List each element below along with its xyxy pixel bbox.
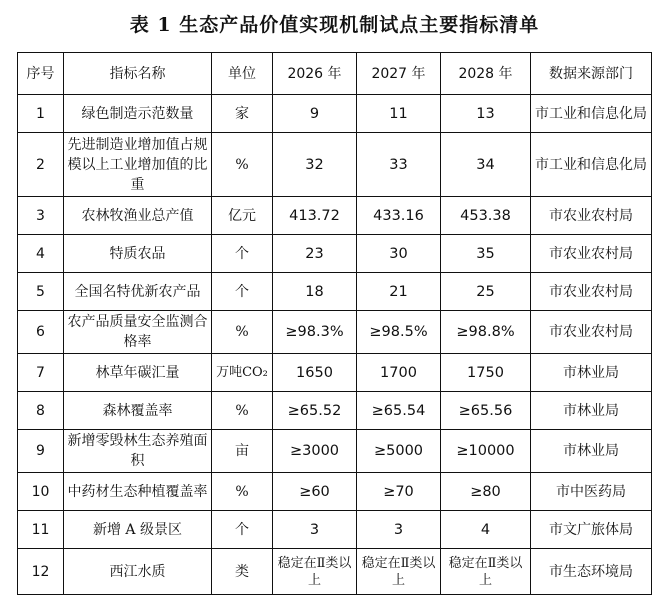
header-cell-2028: 2028 年: [441, 53, 531, 95]
unit-cell: 家: [212, 95, 273, 133]
indicator-name-cell: 新增零毁林生态养殖面积: [64, 430, 212, 473]
row-number-cell: 1: [18, 95, 64, 133]
indicator-name-cell: 先进制造业增加值占规模以上工业增加值的比重: [64, 133, 212, 197]
source-department-cell: 市林业局: [531, 392, 652, 430]
value-2026-cell: 1650: [273, 354, 357, 392]
unit-cell: 个: [212, 273, 273, 311]
header-cell-source: 数据来源部门: [531, 53, 652, 95]
value-2028-cell: 34: [441, 133, 531, 197]
value-2027-cell: ≥65.54: [357, 392, 441, 430]
value-2026-cell: 3: [273, 511, 357, 549]
value-2027-cell: 21: [357, 273, 441, 311]
value-2026-cell: 9: [273, 95, 357, 133]
value-2028-cell: ≥10000: [441, 430, 531, 473]
value-2027-cell: ≥70: [357, 473, 441, 511]
indicator-name-cell: 特质农品: [64, 235, 212, 273]
value-2028-cell: ≥65.56: [441, 392, 531, 430]
source-department-cell: 市工业和信息化局: [531, 133, 652, 197]
indicator-name-cell: 新增 A 级景区: [64, 511, 212, 549]
value-2028-cell: 4: [441, 511, 531, 549]
unit-cell: 类: [212, 549, 273, 595]
header-cell-2027: 2027 年: [357, 53, 441, 95]
header-cell-unit: 单位: [212, 53, 273, 95]
row-number-cell: 11: [18, 511, 64, 549]
value-2027-cell: 3: [357, 511, 441, 549]
value-2027-cell: 稳定在Ⅱ类以上: [357, 549, 441, 595]
header-row: [18, 53, 652, 95]
table-row: [18, 473, 652, 511]
value-2027-cell: 433.16: [357, 197, 441, 235]
value-2026-cell: 32: [273, 133, 357, 197]
value-2026-cell: ≥60: [273, 473, 357, 511]
source-department-cell: 市农业农村局: [531, 273, 652, 311]
value-2027-cell: 33: [357, 133, 441, 197]
row-number-cell: 2: [18, 133, 64, 197]
indicator-name-cell: 绿色制造示范数量: [64, 95, 212, 133]
table-row: [18, 133, 652, 197]
value-2028-cell: 13: [441, 95, 531, 133]
value-2027-cell: 30: [357, 235, 441, 273]
value-2028-cell: ≥98.8%: [441, 311, 531, 354]
value-2026-cell: 18: [273, 273, 357, 311]
source-department-cell: 市文广旅体局: [531, 511, 652, 549]
table-row: [18, 430, 652, 473]
unit-cell: 个: [212, 235, 273, 273]
value-2026-cell: 23: [273, 235, 357, 273]
header-cell-no: 序号: [18, 53, 64, 95]
row-number-cell: 4: [18, 235, 64, 273]
unit-cell: %: [212, 133, 273, 197]
row-number-cell: 12: [18, 549, 64, 595]
unit-cell: 亩: [212, 430, 273, 473]
value-2027-cell: 1700: [357, 354, 441, 392]
table-row: [18, 354, 652, 392]
indicator-name-cell: 林草年碳汇量: [64, 354, 212, 392]
row-number-cell: 3: [18, 197, 64, 235]
row-number-cell: 10: [18, 473, 64, 511]
table-title: 表 1 生态产品价值实现机制试点主要指标清单: [129, 14, 540, 36]
value-2028-cell: 1750: [441, 354, 531, 392]
indicator-name-cell: 中药材生态种植覆盖率: [64, 473, 212, 511]
unit-cell: %: [212, 392, 273, 430]
indicator-name-cell: 全国名特优新农产品: [64, 273, 212, 311]
source-department-cell: 市林业局: [531, 354, 652, 392]
unit-cell: %: [212, 473, 273, 511]
source-department-cell: 市林业局: [531, 430, 652, 473]
row-number-cell: 8: [18, 392, 64, 430]
header-cell-2026: 2026 年: [273, 53, 357, 95]
header-cell-name: 指标名称: [64, 53, 212, 95]
table-row: [18, 235, 652, 273]
value-2026-cell: ≥3000: [273, 430, 357, 473]
source-department-cell: 市生态环境局: [531, 549, 652, 595]
value-2027-cell: 11: [357, 95, 441, 133]
source-department-cell: 市农业农村局: [531, 311, 652, 354]
value-2026-cell: 413.72: [273, 197, 357, 235]
source-department-cell: 市农业农村局: [531, 235, 652, 273]
indicator-table: [17, 52, 652, 595]
table-row: [18, 273, 652, 311]
row-number-cell: 5: [18, 273, 64, 311]
row-number-cell: 6: [18, 311, 64, 354]
value-2028-cell: 25: [441, 273, 531, 311]
source-department-cell: 市中医药局: [531, 473, 652, 511]
indicator-name-cell: 西江水质: [64, 549, 212, 595]
table-body: [18, 95, 652, 595]
value-2026-cell: 稳定在Ⅱ类以上: [273, 549, 357, 595]
value-2027-cell: ≥5000: [357, 430, 441, 473]
indicator-name-cell: 农产品质量安全监测合格率: [64, 311, 212, 354]
source-department-cell: 市工业和信息化局: [531, 95, 652, 133]
value-2026-cell: ≥65.52: [273, 392, 357, 430]
indicator-name-cell: 森林覆盖率: [64, 392, 212, 430]
row-number-cell: 9: [18, 430, 64, 473]
unit-cell: 万吨CO₂: [212, 354, 273, 392]
table-row: [18, 95, 652, 133]
value-2028-cell: 453.38: [441, 197, 531, 235]
value-2028-cell: ≥80: [441, 473, 531, 511]
value-2028-cell: 35: [441, 235, 531, 273]
value-2027-cell: ≥98.5%: [357, 311, 441, 354]
unit-cell: %: [212, 311, 273, 354]
value-2026-cell: ≥98.3%: [273, 311, 357, 354]
source-department-cell: 市农业农村局: [531, 197, 652, 235]
row-number-cell: 7: [18, 354, 64, 392]
table-row: [18, 511, 652, 549]
table-row: [18, 197, 652, 235]
table-row: [18, 392, 652, 430]
unit-cell: 个: [212, 511, 273, 549]
value-2028-cell: 稳定在Ⅱ类以上: [441, 549, 531, 595]
table-row: [18, 549, 652, 595]
unit-cell: 亿元: [212, 197, 273, 235]
table-row: [18, 311, 652, 354]
indicator-name-cell: 农林牧渔业总产值: [64, 197, 212, 235]
